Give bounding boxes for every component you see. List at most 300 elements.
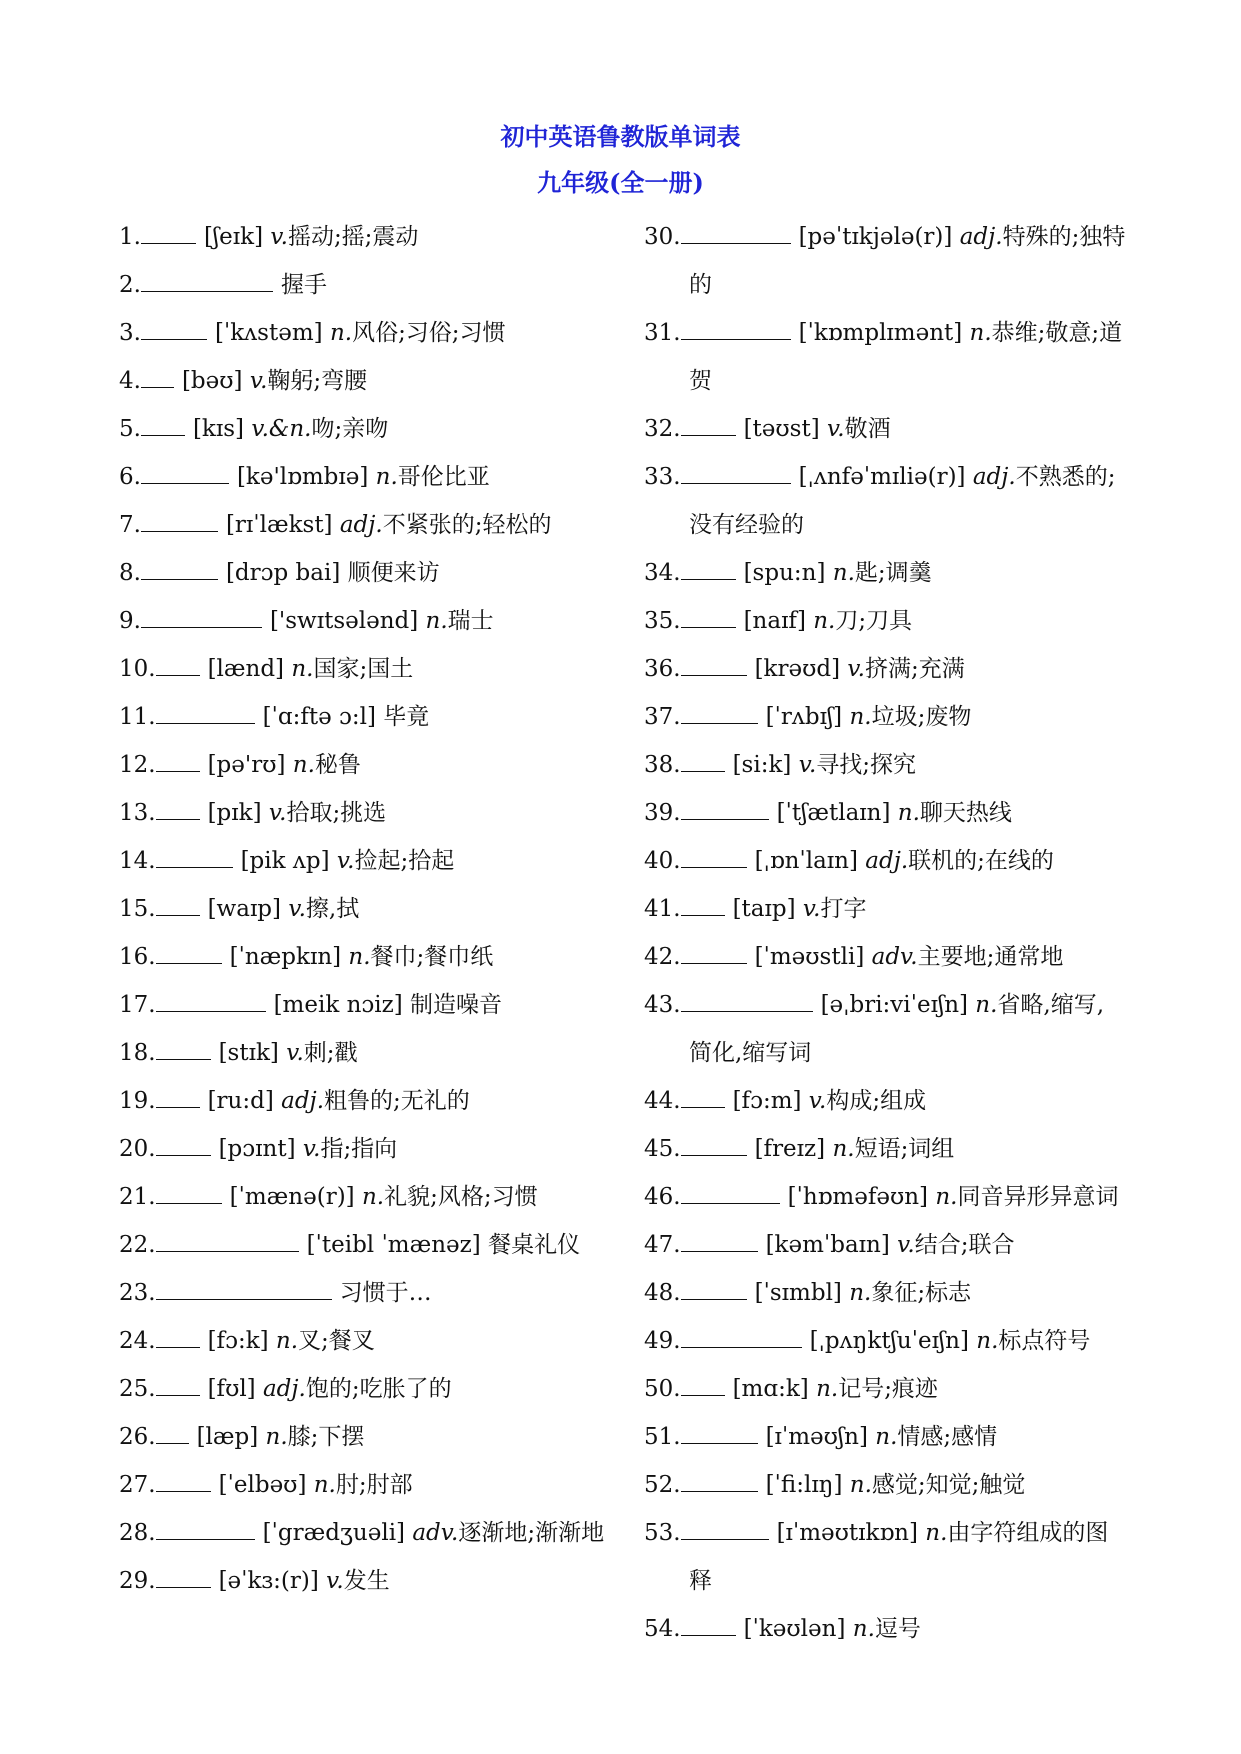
vocab-entry — [644, 789, 1124, 837]
phonetic: [ˈkəʊlən] — [743, 1616, 853, 1642]
phonetic: [ˈkɒmplɪmənt] — [798, 320, 970, 346]
answer-blank[interactable] — [681, 1181, 780, 1204]
phonetic: [ˈnæpkɪn] — [229, 944, 349, 970]
entry-number: 37. — [644, 704, 681, 730]
vocab-entry — [119, 549, 624, 597]
meaning: 联机的;在线的 — [908, 848, 1054, 874]
meaning: 肘;肘部 — [335, 1472, 413, 1498]
vocab-entry — [644, 213, 1124, 261]
vocab-entry — [644, 1413, 1124, 1461]
answer-blank[interactable] — [681, 797, 769, 820]
phonetic: [təʊst] — [743, 416, 827, 442]
vocab-entry — [119, 693, 624, 741]
part-of-speech: v. — [802, 896, 821, 922]
vocab-entry — [644, 1365, 1124, 1413]
part-of-speech: n. — [875, 1424, 898, 1450]
entry-number: 8. — [119, 560, 141, 586]
entry-number: 1. — [119, 224, 141, 250]
entry-number: 39. — [644, 800, 681, 826]
phonetic: [fʊl] — [207, 1376, 263, 1402]
phonetic: [ɪˈməʊtɪkɒn] — [776, 1520, 926, 1546]
part-of-speech: adv. — [412, 1520, 459, 1546]
phonetic: [pɪk] — [207, 800, 269, 826]
phonetic: [ˈkʌstəm] — [214, 320, 330, 346]
phonetic: [pik ʌp] — [240, 848, 337, 874]
part-of-speech: v.&n. — [251, 416, 312, 442]
meaning: 逗号 — [874, 1616, 921, 1642]
part-of-speech: n. — [816, 1376, 839, 1402]
answer-blank[interactable] — [681, 1421, 758, 1444]
phonetic: [ˌʌnfəˈmɪliə(r)] — [798, 464, 973, 490]
phonetic: [kɪs] — [192, 416, 252, 442]
answer-blank[interactable] — [156, 941, 222, 964]
entry-number: 23. — [119, 1280, 156, 1306]
phonetic: [ɪˈməʊʃn] — [765, 1424, 876, 1450]
phonetic: [si:k] — [732, 752, 799, 778]
vocab-column-right — [644, 213, 1124, 1653]
meaning: 不紧张的;轻松的 — [382, 512, 552, 538]
vocab-entry — [119, 597, 624, 645]
entry-number: 29. — [119, 1568, 156, 1594]
part-of-speech: v. — [847, 656, 865, 682]
answer-blank[interactable] — [681, 221, 791, 244]
vocab-entry — [119, 357, 624, 405]
meaning: 哥伦比亚 — [397, 464, 490, 490]
answer-blank[interactable] — [156, 1133, 211, 1156]
entry-number: 22. — [119, 1232, 156, 1258]
part-of-speech: n. — [329, 320, 353, 346]
vocab-entry — [644, 1509, 1124, 1557]
meaning: 不熟悉的; — [1015, 464, 1116, 490]
meaning: 餐桌礼仪 — [488, 1232, 581, 1258]
entry-number: 45. — [644, 1136, 681, 1162]
part-of-speech: v. — [288, 896, 306, 922]
meaning: 发生 — [343, 1568, 390, 1594]
answer-blank[interactable] — [156, 1181, 222, 1204]
phonetic: [lænd] — [207, 656, 292, 682]
meaning: 鞠躬;弯腰 — [267, 368, 368, 394]
answer-blank[interactable] — [156, 1421, 189, 1444]
answer-blank[interactable] — [156, 1229, 299, 1252]
meaning: 省略,缩写, — [997, 992, 1105, 1018]
phonetic: [ˈgrædʒuəli] — [262, 1520, 413, 1546]
entry-number: 25. — [119, 1376, 156, 1402]
part-of-speech: n. — [976, 1328, 999, 1354]
entry-number: 5. — [119, 416, 141, 442]
entry-number: 47. — [644, 1232, 681, 1258]
entry-number: 49. — [644, 1328, 681, 1354]
entry-number: 11. — [119, 704, 156, 730]
entry-number: 35. — [644, 608, 681, 634]
answer-blank[interactable] — [156, 1517, 255, 1540]
meaning: 短语;词组 — [854, 1136, 955, 1162]
phonetic: [drɔp bai] — [225, 560, 348, 586]
part-of-speech: v. — [268, 800, 287, 826]
meaning: 恭维;敬意;道 — [991, 320, 1123, 346]
part-of-speech: v. — [798, 752, 817, 778]
entry-number: 2. — [119, 272, 141, 298]
answer-blank[interactable] — [681, 1469, 758, 1492]
answer-blank[interactable] — [681, 845, 747, 868]
phonetic: [ˌpʌŋktʃuˈeɪʃn] — [809, 1328, 977, 1354]
part-of-speech: n. — [265, 1424, 288, 1450]
vocab-entry — [644, 1221, 1124, 1269]
phonetic: [meik nɔiz] — [273, 992, 411, 1018]
meaning-continuation: 的 — [689, 272, 712, 298]
phonetic: [kə'lɒmbɪə] — [236, 464, 376, 490]
answer-blank[interactable] — [141, 317, 207, 340]
answer-blank[interactable] — [681, 1325, 802, 1348]
phonetic: [ˈɑ:ftə ɔ:l] — [262, 704, 384, 730]
phonetic: [læp] — [196, 1424, 266, 1450]
vocab-entry — [119, 1125, 624, 1173]
meaning: 寻找;探究 — [816, 752, 917, 778]
entry-number: 36. — [644, 656, 681, 682]
entry-number: 27. — [119, 1472, 156, 1498]
meaning: 餐巾;餐巾纸 — [370, 944, 494, 970]
part-of-speech: adv. — [871, 944, 918, 970]
meaning-continuation: 没有经验的 — [689, 512, 804, 538]
vocab-entry — [119, 1221, 624, 1269]
answer-blank[interactable] — [156, 797, 200, 820]
meaning: 刺;戳 — [303, 1040, 358, 1066]
meaning: 吻;亲吻 — [311, 416, 389, 442]
answer-blank[interactable] — [681, 605, 736, 628]
entry-number: 24. — [119, 1328, 156, 1354]
phonetic: [ˈmænə(r)] — [229, 1184, 362, 1210]
meaning: 同音异形异意词 — [957, 1184, 1119, 1210]
meaning: 结合;联合 — [914, 1232, 1015, 1258]
part-of-speech: adj. — [865, 848, 909, 874]
answer-blank[interactable] — [681, 1373, 725, 1396]
part-of-speech: v. — [808, 1088, 827, 1114]
vocab-entry — [119, 1413, 624, 1461]
phonetic: [əˌbri:viˈeɪʃn] — [820, 992, 976, 1018]
part-of-speech: v. — [336, 848, 355, 874]
part-of-speech: n. — [852, 1616, 875, 1642]
entry-number: 3. — [119, 320, 141, 346]
phonetic: [waɪp] — [207, 896, 289, 922]
entry-number: 16. — [119, 944, 156, 970]
entry-number: 6. — [119, 464, 141, 490]
phonetic: [rɪˈlækst] — [225, 512, 340, 538]
vocab-entry — [119, 309, 624, 357]
answer-blank[interactable] — [156, 1565, 211, 1588]
vocab-entry — [119, 1365, 624, 1413]
vocab-entry — [119, 885, 624, 933]
phonetic: [ˈteibl ˈmænəz] — [306, 1232, 489, 1258]
meaning: 感觉;知觉;触觉 — [871, 1472, 1026, 1498]
answer-blank[interactable] — [681, 1229, 758, 1252]
phonetic: ['swɪtsələnd] — [269, 608, 426, 634]
meaning: 记号;痕迹 — [838, 1376, 938, 1402]
answer-blank[interactable] — [156, 1373, 200, 1396]
vocab-entry — [644, 309, 1124, 357]
part-of-speech: adj. — [281, 1088, 325, 1114]
part-of-speech: adj. — [959, 224, 1003, 250]
phonetic: [ˈsɪmbl] — [754, 1280, 850, 1306]
vocab-entry — [644, 933, 1124, 981]
meaning: 国家;国土 — [313, 656, 414, 682]
answer-blank[interactable] — [681, 749, 725, 772]
entry-number: 7. — [119, 512, 141, 538]
meaning: 打字 — [820, 896, 867, 922]
part-of-speech: n. — [935, 1184, 958, 1210]
meaning: 拾取;挑选 — [286, 800, 387, 826]
phonetic: [ˈfi:lɪŋ] — [765, 1472, 850, 1498]
answer-blank[interactable] — [681, 989, 813, 1012]
answer-blank[interactable] — [681, 1277, 747, 1300]
meaning: 象征;标志 — [871, 1280, 972, 1306]
entry-number: 17. — [119, 992, 156, 1018]
answer-blank[interactable] — [141, 413, 185, 436]
entry-number: 13. — [119, 800, 156, 826]
phonetic: [ˈrʌbɪʃ] — [765, 704, 850, 730]
part-of-speech: v. — [326, 1568, 344, 1594]
phonetic: [ˌɒnˈlaɪn] — [754, 848, 866, 874]
meaning: 膝;下摆 — [287, 1424, 365, 1450]
vocab-entry — [644, 1173, 1124, 1221]
phonetic: [pɔɪnt] — [218, 1136, 303, 1162]
meaning: 敬酒 — [844, 416, 891, 442]
part-of-speech: n. — [348, 944, 371, 970]
phonetic: [pəˈtɪkjələ(r)] — [798, 224, 960, 250]
part-of-speech: adj. — [262, 1376, 306, 1402]
entry-number: 30. — [644, 224, 681, 250]
part-of-speech: v. — [286, 1040, 304, 1066]
part-of-speech: n. — [849, 1472, 872, 1498]
phonetic: [ʃeɪk] — [203, 224, 271, 250]
meaning-continuation: 释 — [689, 1568, 712, 1594]
answer-blank[interactable] — [156, 653, 200, 676]
vocab-entry — [119, 741, 624, 789]
phonetic: [ru:d] — [207, 1088, 282, 1114]
vocab-entry — [644, 1605, 1124, 1653]
answer-blank[interactable] — [681, 701, 758, 724]
vocab-entry — [644, 453, 1124, 501]
phonetic: [kəmˈbaɪn] — [765, 1232, 898, 1258]
meaning: 粗鲁的;无礼的 — [324, 1088, 470, 1114]
part-of-speech: n. — [969, 320, 992, 346]
vocab-entry — [119, 405, 624, 453]
vocab-entry — [119, 213, 624, 261]
meaning: 叉;餐叉 — [298, 1328, 375, 1354]
answer-blank[interactable] — [681, 1085, 725, 1108]
vocab-entry — [644, 1125, 1124, 1173]
meaning: 指;指向 — [320, 1136, 398, 1162]
vocab-entry — [644, 405, 1124, 453]
entry-number: 40. — [644, 848, 681, 874]
meaning: 顺便来访 — [347, 560, 440, 586]
answer-blank[interactable] — [141, 269, 273, 292]
part-of-speech: n. — [975, 992, 998, 1018]
entry-number: 52. — [644, 1472, 681, 1498]
answer-blank[interactable] — [156, 1085, 200, 1108]
entry-number: 50. — [644, 1376, 681, 1402]
entry-number: 31. — [644, 320, 681, 346]
phonetic: [taɪp] — [732, 896, 803, 922]
vocab-column-left — [119, 213, 624, 1605]
phonetic: [stɪk] — [218, 1040, 287, 1066]
vocab-entry — [119, 1317, 624, 1365]
answer-blank[interactable] — [681, 941, 747, 964]
phonetic: [naɪf] — [743, 608, 814, 634]
entry-number: 21. — [119, 1184, 156, 1210]
part-of-speech: n. — [375, 464, 398, 490]
part-of-speech: n. — [425, 608, 448, 634]
phonetic: [fɔ:m] — [732, 1088, 809, 1114]
meaning: 毕竟 — [383, 704, 430, 730]
meaning: 构成;组成 — [826, 1088, 927, 1114]
answer-blank[interactable] — [156, 989, 266, 1012]
vocab-entry — [644, 741, 1124, 789]
vocab-entry — [119, 1509, 624, 1557]
answer-blank[interactable] — [681, 893, 725, 916]
part-of-speech: v. — [270, 224, 288, 250]
meaning: 标点符号 — [998, 1328, 1091, 1354]
entry-number: 34. — [644, 560, 681, 586]
phonetic: [krəʊd] — [754, 656, 848, 682]
entry-number: 15. — [119, 896, 156, 922]
meaning: 特殊的;独特 — [1002, 224, 1126, 250]
answer-blank[interactable] — [681, 317, 791, 340]
vocab-entry — [119, 1269, 624, 1317]
part-of-speech: adj. — [972, 464, 1016, 490]
page-title: 初中英语鲁教版单词表 — [500, 122, 741, 151]
answer-blank[interactable] — [156, 1469, 211, 1492]
entry-number: 19. — [119, 1088, 156, 1114]
vocab-entry — [644, 1077, 1124, 1125]
part-of-speech: n. — [313, 1472, 336, 1498]
meaning: 礼貌;风格;习惯 — [384, 1184, 538, 1210]
meaning: 瑞士 — [447, 608, 494, 634]
answer-blank[interactable] — [141, 365, 174, 388]
meaning: 刀;刀具 — [835, 608, 913, 634]
phonetic: [ˈməʊstli] — [754, 944, 872, 970]
answer-blank[interactable] — [156, 893, 200, 916]
answer-blank[interactable] — [141, 461, 229, 484]
part-of-speech: adj. — [339, 512, 383, 538]
vocab-entry — [119, 261, 624, 309]
part-of-speech: n. — [897, 800, 920, 826]
part-of-speech: n. — [275, 1328, 299, 1354]
meaning: 由字符组成的图 — [947, 1520, 1109, 1546]
answer-blank[interactable] — [681, 1517, 769, 1540]
phonetic: [əˈkɜ:(r)] — [218, 1568, 327, 1594]
meaning: 制造噪音 — [410, 992, 503, 1018]
part-of-speech: v. — [249, 368, 268, 394]
answer-blank[interactable] — [141, 557, 218, 580]
vocab-entry — [119, 501, 624, 549]
meaning: 擦,拭 — [305, 896, 360, 922]
answer-blank[interactable] — [156, 749, 200, 772]
part-of-speech: v. — [827, 416, 845, 442]
entry-number: 51. — [644, 1424, 681, 1450]
part-of-speech: n. — [291, 656, 314, 682]
answer-blank[interactable] — [681, 413, 736, 436]
answer-blank[interactable] — [141, 221, 196, 244]
meaning: 匙;调羹 — [854, 560, 932, 586]
answer-blank[interactable] — [156, 701, 255, 724]
vocab-entry — [119, 837, 624, 885]
part-of-speech: n. — [813, 608, 836, 634]
vocab-entry — [644, 885, 1124, 933]
entry-number: 12. — [119, 752, 156, 778]
answer-blank[interactable] — [156, 845, 233, 868]
entry-number: 33. — [644, 464, 681, 490]
meaning: 握手 — [280, 272, 327, 298]
vocab-entry — [119, 789, 624, 837]
entry-number: 28. — [119, 1520, 156, 1546]
part-of-speech: n. — [925, 1520, 948, 1546]
entry-number: 10. — [119, 656, 156, 682]
entry-number: 9. — [119, 608, 141, 634]
entry-number: 53. — [644, 1520, 681, 1546]
meaning: 习惯于… — [339, 1280, 432, 1306]
meaning: 主要地;通常地 — [917, 944, 1064, 970]
entry-number: 32. — [644, 416, 681, 442]
meaning: 秘鲁 — [314, 752, 361, 778]
answer-blank[interactable] — [141, 509, 218, 532]
entry-number: 18. — [119, 1040, 156, 1066]
vocab-entry — [644, 693, 1124, 741]
meaning: 垃圾;废物 — [871, 704, 972, 730]
answer-blank[interactable] — [156, 1325, 200, 1348]
meaning: 摇动;摇;震动 — [287, 224, 419, 250]
answer-blank[interactable] — [681, 1613, 736, 1636]
vocab-entry — [119, 1461, 624, 1509]
answer-blank[interactable] — [141, 605, 262, 628]
entry-number: 43. — [644, 992, 681, 1018]
answer-blank[interactable] — [681, 653, 747, 676]
entry-number: 42. — [644, 944, 681, 970]
part-of-speech: n. — [849, 704, 872, 730]
entry-number: 44. — [644, 1088, 681, 1114]
answer-blank[interactable] — [156, 1037, 211, 1060]
phonetic: [bəʊ] — [181, 368, 250, 394]
vocab-entry — [119, 981, 624, 1029]
answer-blank[interactable] — [681, 557, 736, 580]
answer-blank[interactable] — [681, 1133, 747, 1156]
phonetic: [spu:n] — [743, 560, 833, 586]
part-of-speech: v. — [897, 1232, 915, 1258]
vocab-entry — [119, 933, 624, 981]
vocab-entry — [644, 1317, 1124, 1365]
phonetic: [ˈhɒməfəʊn] — [787, 1184, 936, 1210]
phonetic: [ˈelbəʊ] — [218, 1472, 314, 1498]
vocab-entry — [119, 1029, 624, 1077]
entry-number: 4. — [119, 368, 141, 394]
vocab-entry — [644, 645, 1124, 693]
phonetic: [freɪz] — [754, 1136, 833, 1162]
page-subtitle: 九年级(全一册) — [537, 168, 704, 197]
meaning: 逐渐地;渐渐地 — [458, 1520, 605, 1546]
entry-number: 20. — [119, 1136, 156, 1162]
vocab-entry — [644, 837, 1124, 885]
entry-number: 54. — [644, 1616, 681, 1642]
meaning: 聊天热线 — [919, 800, 1012, 826]
meaning: 风俗;习俗;习惯 — [352, 320, 506, 346]
vocab-entry — [119, 1557, 624, 1605]
answer-blank[interactable] — [681, 461, 791, 484]
phonetic: [ˈtʃætlaɪn] — [776, 800, 898, 826]
vocab-entry — [119, 1173, 624, 1221]
answer-blank[interactable] — [156, 1277, 332, 1300]
vocab-entry — [644, 981, 1124, 1029]
part-of-speech: n. — [292, 752, 315, 778]
meaning: 情感;感情 — [897, 1424, 998, 1450]
vocab-entry — [644, 549, 1124, 597]
